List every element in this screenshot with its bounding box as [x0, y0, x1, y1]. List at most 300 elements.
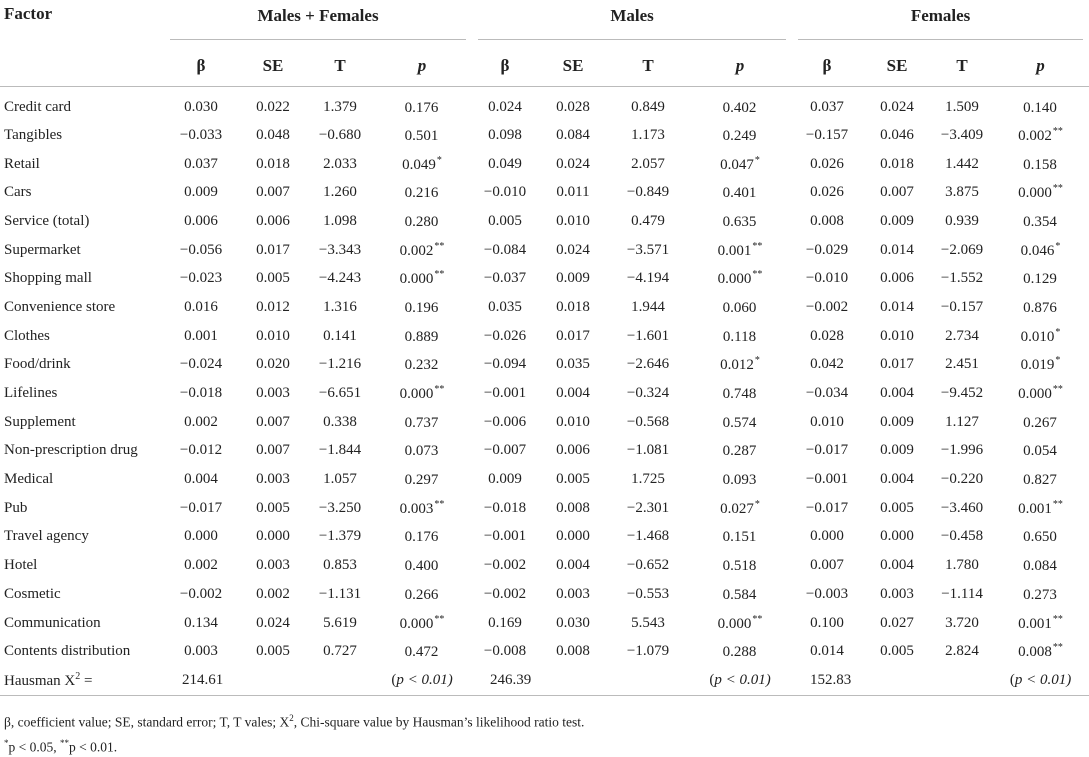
cell-t: −3.250	[308, 494, 372, 523]
cell-se: 0.018	[862, 150, 932, 179]
cell-t: 1.725	[608, 465, 688, 494]
cell-se: 0.024	[538, 236, 608, 265]
cell-se: 0.005	[238, 494, 308, 523]
cell-p: 0.000**	[372, 264, 472, 293]
cell-p: 0.151	[688, 523, 792, 552]
cell-t: 2.057	[608, 150, 688, 179]
cell-p: 0.748	[688, 379, 792, 408]
cell-t: −6.651	[308, 379, 372, 408]
cell-se: 0.000	[538, 523, 608, 552]
cell-p: 0.027*	[688, 494, 792, 523]
cell-se: 0.017	[238, 236, 308, 265]
cell-beta: −0.094	[472, 351, 538, 380]
cell-se: 0.006	[862, 264, 932, 293]
significance-marker: **	[434, 499, 444, 510]
cell-se: 0.005	[862, 637, 932, 666]
factor-cell: Food/drink	[0, 351, 164, 380]
cell-t: −2.069	[932, 236, 992, 265]
col-header-se: SE	[238, 46, 308, 87]
significance-marker: *	[755, 155, 760, 166]
cell-t: 0.939	[932, 207, 992, 236]
cell-p: 0.232	[372, 351, 472, 380]
cell-p: 0.584	[688, 580, 792, 609]
cell-se: 0.020	[238, 351, 308, 380]
cell-se: 0.012	[238, 293, 308, 322]
cell-se: 0.006	[238, 207, 308, 236]
cell-p: 0.054	[992, 437, 1089, 466]
cell-beta: 0.169	[472, 609, 538, 638]
cell-t: 0.853	[308, 551, 372, 580]
cell-p: 0.002**	[992, 121, 1089, 150]
cell-t: 1.127	[932, 408, 992, 437]
group-header-males: Males	[472, 0, 792, 46]
cell-se: 0.002	[238, 580, 308, 609]
cell-se: 0.005	[538, 465, 608, 494]
cell-t: −1.216	[308, 351, 372, 380]
cell-se: 0.007	[862, 178, 932, 207]
cell-se: 0.003	[238, 551, 308, 580]
cell-beta: −0.017	[792, 494, 862, 523]
factor-cell: Tangibles	[0, 121, 164, 150]
cell-t: −2.646	[608, 351, 688, 380]
cell-p: 0.288	[688, 637, 792, 666]
cell-t: −1.601	[608, 322, 688, 351]
cell-t: −1.131	[308, 580, 372, 609]
cell-p: 0.176	[372, 523, 472, 552]
cell-se: 0.008	[538, 637, 608, 666]
col-header-se: SE	[538, 46, 608, 87]
cell-t: −1.079	[608, 637, 688, 666]
cell-p: 0.401	[688, 178, 792, 207]
table-row	[0, 523, 1089, 552]
cell-t: −0.324	[608, 379, 688, 408]
col-header-beta: β	[792, 46, 862, 87]
cell-t: 0.479	[608, 207, 688, 236]
hausman-p-males: (p < 0.01)	[688, 666, 792, 696]
cell-beta: 0.042	[792, 351, 862, 380]
col-header-beta: β	[164, 46, 238, 87]
significance-marker: **	[1053, 499, 1063, 510]
cell-beta: 0.037	[164, 150, 238, 179]
cell-beta: 0.000	[164, 523, 238, 552]
cell-t: 3.720	[932, 609, 992, 638]
cell-se: 0.008	[538, 494, 608, 523]
significance-marker: **	[752, 241, 762, 252]
cell-t: 1.316	[308, 293, 372, 322]
table-row	[0, 637, 1089, 666]
cell-p: 0.093	[688, 465, 792, 494]
table-row	[0, 264, 1089, 293]
cell-beta: −0.029	[792, 236, 862, 265]
cell-beta: 0.024	[472, 87, 538, 122]
cell-p: 0.354	[992, 207, 1089, 236]
cell-t: 5.619	[308, 609, 372, 638]
cell-p: 0.019*	[992, 351, 1089, 380]
cell-se: 0.003	[238, 465, 308, 494]
cell-t: −1.468	[608, 523, 688, 552]
cell-beta: −0.006	[472, 408, 538, 437]
cell-se: 0.010	[538, 408, 608, 437]
table-row	[0, 408, 1089, 437]
cell-se: 0.024	[538, 150, 608, 179]
col-header-t: T	[932, 46, 992, 87]
cell-p: 0.000**	[992, 178, 1089, 207]
significance-marker: **	[1053, 126, 1063, 137]
cell-t: −0.458	[932, 523, 992, 552]
cell-p: 0.060	[688, 293, 792, 322]
cell-t: 2.033	[308, 150, 372, 179]
cell-se: 0.030	[538, 609, 608, 638]
cell-beta: −0.033	[164, 121, 238, 150]
group-header-row	[0, 0, 1089, 46]
table-row	[0, 322, 1089, 351]
significance-marker: **	[434, 384, 444, 395]
cell-beta: −0.026	[472, 322, 538, 351]
cell-se: 0.035	[538, 351, 608, 380]
cell-se: 0.022	[238, 87, 308, 122]
hausman-label: Hausman $X^2$ =	[0, 666, 164, 696]
factor-cell: Credit card	[0, 87, 164, 122]
cell-se: 0.009	[862, 408, 932, 437]
col-header-p: p	[992, 46, 1089, 87]
cell-beta: 0.028	[792, 322, 862, 351]
cell-se: 0.009	[862, 207, 932, 236]
factor-cell: Non-prescription drug	[0, 437, 164, 466]
factor-header: Factor	[0, 0, 164, 87]
factor-cell: Communication	[0, 609, 164, 638]
table-notes	[4, 708, 584, 757]
cell-p: 0.273	[992, 580, 1089, 609]
cell-beta: −0.023	[164, 264, 238, 293]
cell-beta: 0.014	[792, 637, 862, 666]
cell-p: 0.001**	[992, 494, 1089, 523]
cell-beta: 0.003	[164, 637, 238, 666]
cell-se: 0.004	[862, 551, 932, 580]
cell-beta: 0.008	[792, 207, 862, 236]
significance-marker: *	[1055, 355, 1060, 366]
significance-marker: **	[1053, 614, 1063, 625]
cell-t: 0.141	[308, 322, 372, 351]
col-header-t: T	[308, 46, 372, 87]
cell-beta: −0.017	[792, 437, 862, 466]
cell-beta: 0.001	[164, 322, 238, 351]
factor-cell: Service (total)	[0, 207, 164, 236]
hausman-value-males: 246.39	[472, 666, 538, 696]
cell-beta: 0.016	[164, 293, 238, 322]
cell-beta: −0.008	[472, 637, 538, 666]
cell-p: 0.000**	[688, 609, 792, 638]
cell-se: 0.007	[238, 437, 308, 466]
cell-beta: 0.006	[164, 207, 238, 236]
cell-p: 0.297	[372, 465, 472, 494]
table-row	[0, 437, 1089, 466]
cell-p: 0.635	[688, 207, 792, 236]
cell-se: 0.046	[862, 121, 932, 150]
cell-beta: −0.024	[164, 351, 238, 380]
col-header-t: T	[608, 46, 688, 87]
cell-p: 0.001**	[992, 609, 1089, 638]
cell-se: 0.017	[862, 351, 932, 380]
cell-t: −0.680	[308, 121, 372, 150]
cell-t: −2.301	[608, 494, 688, 523]
cell-t: −0.220	[932, 465, 992, 494]
cell-se: 0.014	[862, 293, 932, 322]
cell-p: 0.002**	[372, 236, 472, 265]
col-header-p: p	[688, 46, 792, 87]
cell-beta: −0.001	[472, 523, 538, 552]
cell-t: −3.343	[308, 236, 372, 265]
cell-se: 0.000	[238, 523, 308, 552]
cell-se: 0.004	[862, 465, 932, 494]
cell-t: −1.379	[308, 523, 372, 552]
factor-cell: Medical	[0, 465, 164, 494]
cell-t: 0.849	[608, 87, 688, 122]
significance-marker: *	[755, 355, 760, 366]
cell-p: 0.280	[372, 207, 472, 236]
cell-p: 0.158	[992, 150, 1089, 179]
cell-p: 0.889	[372, 322, 472, 351]
cell-t: 3.875	[932, 178, 992, 207]
cell-p: 0.010*	[992, 322, 1089, 351]
cell-p: 0.008**	[992, 637, 1089, 666]
cell-beta: −0.007	[472, 437, 538, 466]
cell-se: 0.027	[862, 609, 932, 638]
cell-se: 0.009	[538, 264, 608, 293]
factor-cell: Supplement	[0, 408, 164, 437]
cell-beta: 0.007	[792, 551, 862, 580]
cell-beta: −0.002	[164, 580, 238, 609]
cell-p: 0.118	[688, 322, 792, 351]
cell-p: 0.472	[372, 637, 472, 666]
cell-p: 0.129	[992, 264, 1089, 293]
cell-beta: 0.134	[164, 609, 238, 638]
cell-p: 0.402	[688, 87, 792, 122]
factor-cell: Retail	[0, 150, 164, 179]
cell-se: 0.005	[238, 264, 308, 293]
table-row	[0, 609, 1089, 638]
cell-t: −1.844	[308, 437, 372, 466]
cell-p: 0.266	[372, 580, 472, 609]
cell-se: 0.010	[538, 207, 608, 236]
cell-beta: −0.003	[792, 580, 862, 609]
cell-t: 2.734	[932, 322, 992, 351]
cell-t: −4.243	[308, 264, 372, 293]
col-header-p: p	[372, 46, 472, 87]
cell-se: 0.014	[862, 236, 932, 265]
cell-p: 0.737	[372, 408, 472, 437]
table-row	[0, 379, 1089, 408]
cell-beta: −0.010	[472, 178, 538, 207]
hausman-value-females: 152.83	[792, 666, 862, 696]
cell-se: 0.007	[238, 178, 308, 207]
cell-beta: 0.002	[164, 551, 238, 580]
table-body	[0, 87, 1089, 696]
table-row	[0, 121, 1089, 150]
cell-t: 1.379	[308, 87, 372, 122]
cell-p: 0.827	[992, 465, 1089, 494]
cell-beta: −0.056	[164, 236, 238, 265]
cell-se: 0.010	[862, 322, 932, 351]
cell-se: 0.003	[862, 580, 932, 609]
cell-se: 0.009	[862, 437, 932, 466]
table-row	[0, 465, 1089, 494]
cell-t: 1.098	[308, 207, 372, 236]
cell-se: 0.003	[538, 580, 608, 609]
cell-p: 0.267	[992, 408, 1089, 437]
table-row	[0, 178, 1089, 207]
factor-cell: Convenience store	[0, 293, 164, 322]
factor-cell: Hotel	[0, 551, 164, 580]
cell-t: 1.057	[308, 465, 372, 494]
cell-t: −1.996	[932, 437, 992, 466]
table-row	[0, 551, 1089, 580]
cell-beta: −0.001	[472, 379, 538, 408]
cell-t: 1.173	[608, 121, 688, 150]
cell-beta: −0.002	[472, 551, 538, 580]
cell-beta: 0.002	[164, 408, 238, 437]
cell-beta: −0.157	[792, 121, 862, 150]
cell-beta: −0.010	[792, 264, 862, 293]
cell-beta: 0.009	[164, 178, 238, 207]
cell-beta: 0.010	[792, 408, 862, 437]
group-header-females: Females	[792, 0, 1089, 46]
cell-p: 0.140	[992, 87, 1089, 122]
cell-se: 0.024	[238, 609, 308, 638]
cell-p: 0.000**	[688, 264, 792, 293]
cell-beta: 0.005	[472, 207, 538, 236]
cell-t: 2.824	[932, 637, 992, 666]
cell-p: 0.287	[688, 437, 792, 466]
cell-p: 0.073	[372, 437, 472, 466]
cell-se: 0.003	[238, 379, 308, 408]
subheader-row	[0, 46, 1089, 87]
hausman-p-all: (p < 0.01)	[372, 666, 472, 696]
significance-marker: **	[1053, 183, 1063, 194]
significance-marker: *	[1055, 241, 1060, 252]
significance-marker: **	[434, 269, 444, 280]
table-row	[0, 580, 1089, 609]
factor-cell: Supermarket	[0, 236, 164, 265]
cell-se: 0.005	[238, 637, 308, 666]
cell-se: 0.018	[538, 293, 608, 322]
cell-p: 0.501	[372, 121, 472, 150]
cell-beta: −0.018	[472, 494, 538, 523]
cell-t: −1.081	[608, 437, 688, 466]
cell-beta: 0.030	[164, 87, 238, 122]
hausman-value-all: 214.61	[164, 666, 238, 696]
cell-p: 0.518	[688, 551, 792, 580]
factor-cell: Lifelines	[0, 379, 164, 408]
cell-p: 0.249	[688, 121, 792, 150]
cell-se: 0.007	[238, 408, 308, 437]
group-header-all: Males + Females	[164, 0, 472, 46]
table-row	[0, 494, 1089, 523]
cell-se: 0.011	[538, 178, 608, 207]
significance-marker: **	[752, 269, 762, 280]
cell-t: −1.114	[932, 580, 992, 609]
cell-t: 1.509	[932, 87, 992, 122]
cell-se: 0.006	[538, 437, 608, 466]
cell-t: 2.451	[932, 351, 992, 380]
note-abbreviations: β, coefficient value; SE, standard error; T, T vales; $X^2$, Chi-square value by Hausman’s likelihood ratio test.	[4, 708, 584, 733]
cell-beta: 0.100	[792, 609, 862, 638]
cell-p: 0.000**	[372, 609, 472, 638]
hausman-row	[0, 666, 1089, 696]
cell-t: −0.849	[608, 178, 688, 207]
cell-se: 0.028	[538, 87, 608, 122]
cell-beta: 0.026	[792, 178, 862, 207]
cell-beta: 0.037	[792, 87, 862, 122]
cell-t: −1.552	[932, 264, 992, 293]
cell-beta: 0.004	[164, 465, 238, 494]
cell-beta: −0.017	[164, 494, 238, 523]
cell-se: 0.005	[862, 494, 932, 523]
cell-beta: −0.001	[792, 465, 862, 494]
cell-se: 0.004	[538, 551, 608, 580]
cell-t: −3.409	[932, 121, 992, 150]
significance-marker: **	[752, 614, 762, 625]
cell-p: 0.574	[688, 408, 792, 437]
cell-beta: 0.000	[792, 523, 862, 552]
factor-cell: Cosmetic	[0, 580, 164, 609]
cell-p: 0.012*	[688, 351, 792, 380]
col-header-beta: β	[472, 46, 538, 87]
table-row	[0, 351, 1089, 380]
cell-t: 1.944	[608, 293, 688, 322]
cell-t: −3.571	[608, 236, 688, 265]
significance-marker: **	[434, 614, 444, 625]
cell-se: 0.000	[862, 523, 932, 552]
cell-beta: −0.012	[164, 437, 238, 466]
note-significance: *p < 0.05, **p < 0.01.	[4, 733, 584, 757]
factor-cell: Pub	[0, 494, 164, 523]
cell-p: 0.003**	[372, 494, 472, 523]
cell-p: 0.000**	[992, 379, 1089, 408]
cell-beta: 0.098	[472, 121, 538, 150]
significance-marker: *	[437, 155, 442, 166]
cell-se: 0.004	[538, 379, 608, 408]
cell-t: 1.780	[932, 551, 992, 580]
cell-beta: 0.035	[472, 293, 538, 322]
cell-t: −4.194	[608, 264, 688, 293]
table-row	[0, 150, 1089, 179]
cell-p: 0.046*	[992, 236, 1089, 265]
cell-t: 1.442	[932, 150, 992, 179]
cell-beta: −0.002	[472, 580, 538, 609]
cell-se: 0.084	[538, 121, 608, 150]
cell-beta: −0.084	[472, 236, 538, 265]
cell-p: 0.650	[992, 523, 1089, 552]
cell-beta: −0.034	[792, 379, 862, 408]
significance-marker: **	[1053, 642, 1063, 653]
cell-beta: −0.018	[164, 379, 238, 408]
cell-t: 1.260	[308, 178, 372, 207]
col-header-se: SE	[862, 46, 932, 87]
table-row	[0, 207, 1089, 236]
cell-beta: 0.049	[472, 150, 538, 179]
cell-p: 0.049*	[372, 150, 472, 179]
cell-t: −9.452	[932, 379, 992, 408]
cell-p: 0.000**	[372, 379, 472, 408]
cell-se: 0.048	[238, 121, 308, 150]
cell-se: 0.004	[862, 379, 932, 408]
significance-marker: **	[1053, 384, 1063, 395]
cell-p: 0.047*	[688, 150, 792, 179]
significance-marker: *	[755, 499, 760, 510]
cell-beta: 0.026	[792, 150, 862, 179]
table-row	[0, 236, 1089, 265]
cell-se: 0.024	[862, 87, 932, 122]
